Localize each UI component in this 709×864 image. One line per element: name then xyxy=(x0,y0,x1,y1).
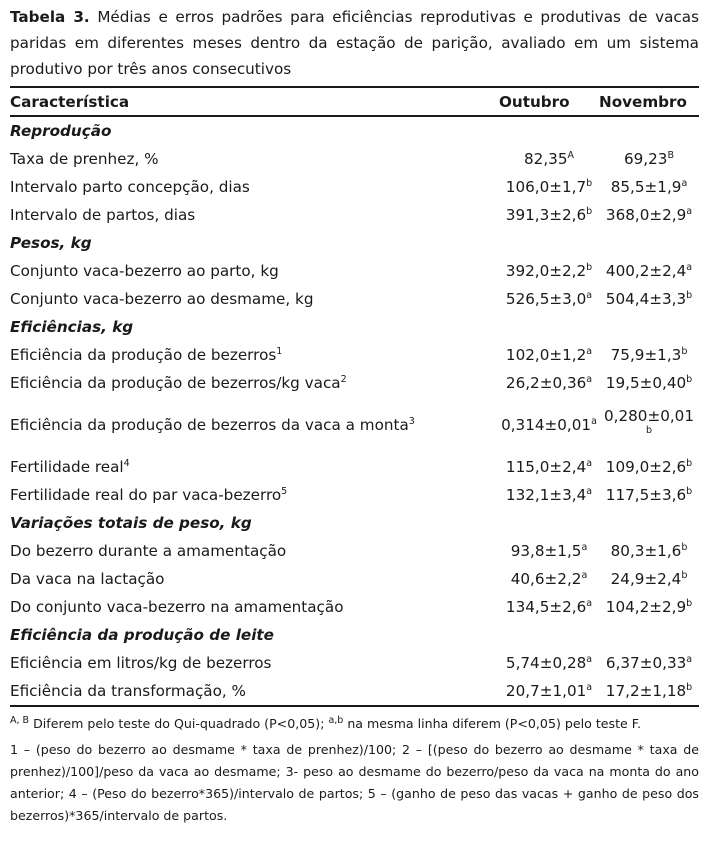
row-label: Conjunto vaca-bezerro ao desmame, kg xyxy=(10,290,314,308)
october-significance: A xyxy=(567,149,574,161)
october-value-cell xyxy=(499,341,599,369)
header-characteristic: Característica xyxy=(10,87,499,116)
november-value: 504,4±3,3 xyxy=(605,290,687,308)
table-caption xyxy=(10,4,699,82)
row-label-footnote-ref: 4 xyxy=(123,457,130,469)
november-value-cell xyxy=(599,145,699,173)
november-value: 6,37±0,33 xyxy=(605,654,687,672)
row-label: Eficiência da transformação, % xyxy=(10,682,246,700)
october-significance: a xyxy=(586,345,593,357)
october-value-cell xyxy=(499,677,599,706)
row-label-cell xyxy=(10,677,499,706)
row-label: Taxa de prenhez, % xyxy=(10,150,159,168)
november-significance: b xyxy=(645,424,653,436)
row-label: Do conjunto vaca-bezerro na amamentação xyxy=(10,598,344,616)
october-significance: a xyxy=(581,569,588,581)
row-label-footnote-ref: 2 xyxy=(340,373,347,385)
november-significance: b xyxy=(686,485,693,497)
row-label-cell xyxy=(10,257,499,285)
section-row xyxy=(10,509,699,537)
section-row xyxy=(10,621,699,649)
row-label: Da vaca na lactação xyxy=(10,570,165,588)
table-header-row xyxy=(10,87,699,116)
october-value-cell xyxy=(499,173,599,201)
section-title: Pesos, kg xyxy=(10,234,92,252)
row-label-cell xyxy=(10,649,499,677)
october-value-cell xyxy=(499,481,599,509)
table-row xyxy=(10,397,699,453)
november-significance: a xyxy=(681,177,688,189)
october-significance: a xyxy=(591,415,597,427)
row-label: Eficiência da produção de bezerros da vaca a monta xyxy=(10,416,409,434)
october-significance: a xyxy=(581,541,588,553)
november-value: 17,2±1,18 xyxy=(605,682,687,700)
november-value: 400,2±2,4 xyxy=(605,262,687,280)
november-value: 80,3±1,6 xyxy=(610,542,682,560)
october-significance: a xyxy=(586,653,593,665)
table-row xyxy=(10,201,699,229)
row-label-cell xyxy=(10,285,499,313)
october-value: 40,6±2,2 xyxy=(510,570,582,588)
november-value-cell xyxy=(599,481,699,509)
october-value-cell xyxy=(499,145,599,173)
october-significance: a xyxy=(586,597,593,609)
november-significance: a xyxy=(686,205,693,217)
november-value-cell xyxy=(599,397,699,453)
november-value: 368,0±2,9 xyxy=(605,206,687,224)
row-label: Intervalo de partos, dias xyxy=(10,206,196,224)
section-title: Variações totais de peso, kg xyxy=(10,514,252,532)
table-row xyxy=(10,257,699,285)
november-value: 24,9±2,4 xyxy=(610,570,682,588)
section-row xyxy=(10,229,699,257)
november-value-cell xyxy=(599,537,699,565)
header-october: Outubro xyxy=(499,87,599,116)
november-significance: b xyxy=(686,289,693,301)
section-row xyxy=(10,313,699,341)
footnotes xyxy=(10,713,699,827)
october-value: 106,0±1,7 xyxy=(505,178,587,196)
october-value: 102,0±1,2 xyxy=(505,346,587,364)
october-value: 0,314±0,01 xyxy=(501,416,592,434)
table-body xyxy=(10,116,699,706)
october-significance: b xyxy=(586,261,593,273)
table-row xyxy=(10,649,699,677)
header-november: Novembro xyxy=(599,87,699,116)
october-value-cell xyxy=(499,649,599,677)
november-value: 69,23 xyxy=(623,150,668,168)
results-table xyxy=(10,86,699,707)
october-value: 526,5±3,0 xyxy=(505,290,587,308)
november-value: 104,2±2,9 xyxy=(605,598,687,616)
row-label-footnote-ref: 5 xyxy=(281,485,288,497)
footnote-text-chi: Diferem pelo teste do Qui-quadrado (P<0,05); xyxy=(29,716,329,731)
row-label: Eficiência em litros/kg de bezerros xyxy=(10,654,272,672)
november-value-cell xyxy=(599,677,699,706)
october-value: 5,74±0,28 xyxy=(505,654,587,672)
table-row xyxy=(10,369,699,397)
november-value-cell xyxy=(599,257,699,285)
footnote-text-f: na mesma linha diferem (P<0,05) pelo teste F. xyxy=(343,716,641,731)
october-value: 20,7±1,01 xyxy=(505,682,587,700)
footnote-sup-ab-lower: a,b xyxy=(328,714,344,726)
november-significance: b xyxy=(686,373,693,385)
october-value-cell xyxy=(499,593,599,621)
footnote-formulas: 1 – (peso do bezerro ao desmame * taxa de prenhez)/100; 2 – [(peso do bezerro ao desmame * taxa de prenhez)/100]/peso da vaca ao desmame; 3- peso ao desmame do bezerro/peso da vaca na monta do ano anterior; 4 – (Peso do bezerro*365)/intervalo de partos; 5 – (ganho de peso das vacas + ganho de peso dos bezerros)*365/intervalo de partos. xyxy=(10,742,699,823)
row-label-cell xyxy=(10,453,499,481)
table-row xyxy=(10,481,699,509)
october-significance: a xyxy=(586,485,593,497)
november-significance: a xyxy=(686,261,693,273)
november-value-cell xyxy=(599,173,699,201)
row-label: Eficiência da produção de bezerros/kg vaca xyxy=(10,374,341,392)
row-label: Intervalo parto concepção, dias xyxy=(10,178,250,196)
table-row xyxy=(10,145,699,173)
october-significance: b xyxy=(586,205,593,217)
row-label-cell xyxy=(10,565,499,593)
row-label-cell xyxy=(10,481,499,509)
row-label: Eficiência da produção de bezerros xyxy=(10,346,277,364)
table-row xyxy=(10,341,699,369)
november-value-cell xyxy=(599,341,699,369)
november-significance: b xyxy=(686,457,693,469)
row-label-footnote-ref: 1 xyxy=(276,345,283,357)
november-value: 19,5±0,40 xyxy=(605,374,687,392)
november-value: 75,9±1,3 xyxy=(610,346,682,364)
october-significance: a xyxy=(586,681,593,693)
row-label-footnote-ref: 3 xyxy=(408,415,415,427)
november-value-cell xyxy=(599,649,699,677)
section-title: Eficiências, kg xyxy=(10,318,134,336)
table-row xyxy=(10,173,699,201)
october-value-cell xyxy=(499,369,599,397)
november-value: 117,5±3,6 xyxy=(605,486,687,504)
october-value: 392,0±2,2 xyxy=(505,262,587,280)
october-value-cell xyxy=(499,257,599,285)
row-label-cell xyxy=(10,145,499,173)
row-label: Fertilidade real do par vaca-bezerro xyxy=(10,486,282,504)
row-label-cell xyxy=(10,537,499,565)
table-row xyxy=(10,285,699,313)
october-value: 134,5±2,6 xyxy=(505,598,587,616)
table-row xyxy=(10,593,699,621)
october-value-cell xyxy=(499,201,599,229)
row-label-cell xyxy=(10,201,499,229)
november-significance: a xyxy=(686,653,693,665)
october-significance: a xyxy=(586,289,593,301)
october-significance: b xyxy=(586,177,593,189)
november-value-cell xyxy=(599,453,699,481)
october-value: 115,0±2,4 xyxy=(505,458,587,476)
footnote-sup-ab-upper: A, B xyxy=(10,714,30,726)
row-label-cell xyxy=(10,341,499,369)
footnote-significance xyxy=(10,713,699,735)
row-label-cell xyxy=(10,173,499,201)
table-row xyxy=(10,565,699,593)
row-label-cell xyxy=(10,369,499,397)
november-value-cell xyxy=(599,201,699,229)
october-value-cell xyxy=(499,397,599,453)
november-value-cell xyxy=(599,285,699,313)
row-label: Fertilidade real xyxy=(10,458,124,476)
november-significance: b xyxy=(681,569,688,581)
october-value-cell xyxy=(499,565,599,593)
november-value-cell xyxy=(599,565,699,593)
november-significance: B xyxy=(667,149,674,161)
section-row xyxy=(10,116,699,145)
november-significance: b xyxy=(681,345,688,357)
row-label-cell xyxy=(10,593,499,621)
caption-label: Tabela 3. xyxy=(10,8,90,26)
october-value: 82,35 xyxy=(524,150,568,168)
october-value: 391,3±2,6 xyxy=(505,206,587,224)
october-value: 93,8±1,5 xyxy=(510,542,582,560)
caption-text: Médias e erros padrões para eficiências reprodutivas e produtivas de vacas paridas em diferentes meses dentro da estação de parição, avaliado em um sistema produtivo por três anos consecutivos xyxy=(10,8,700,78)
october-value-cell xyxy=(499,537,599,565)
october-value-cell xyxy=(499,285,599,313)
october-value-cell xyxy=(499,453,599,481)
row-label: Conjunto vaca-bezerro ao parto, kg xyxy=(10,262,279,280)
row-label-cell xyxy=(10,397,499,453)
october-significance: a xyxy=(586,373,593,385)
november-value: 109,0±2,6 xyxy=(605,458,687,476)
table-row xyxy=(10,537,699,565)
section-title: Eficiência da produção de leite xyxy=(10,626,274,644)
november-significance: b xyxy=(681,541,688,553)
row-label: Do bezerro durante a amamentação xyxy=(10,542,287,560)
november-significance: b xyxy=(686,597,693,609)
october-value: 132,1±3,4 xyxy=(505,486,587,504)
november-significance: b xyxy=(686,681,693,693)
november-value-cell xyxy=(599,369,699,397)
november-value-cell xyxy=(599,593,699,621)
november-value: 85,5±1,9 xyxy=(610,178,682,196)
section-title: Reprodução xyxy=(10,122,112,140)
table-row xyxy=(10,453,699,481)
table-row xyxy=(10,677,699,706)
october-significance: a xyxy=(586,457,593,469)
november-value: 0,280±0,01 xyxy=(603,407,695,425)
october-value: 26,2±0,36 xyxy=(505,374,587,392)
